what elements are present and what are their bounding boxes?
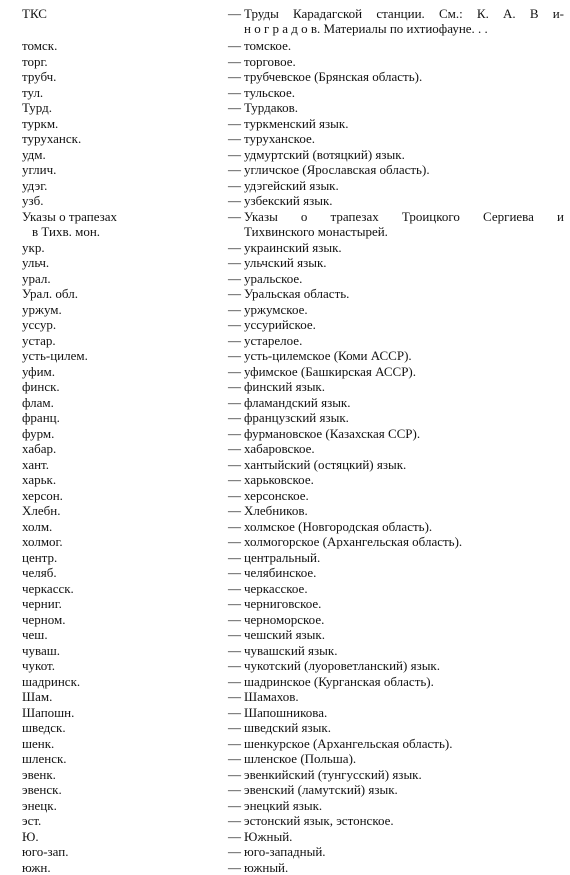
dash-separator: — [228, 720, 241, 735]
abbreviation-expansion-line: Шапошникова. [244, 704, 328, 720]
abbreviation-expansion [228, 147, 564, 162]
abbreviation-term-line: чеш. [22, 627, 48, 642]
abbreviation-term [22, 193, 212, 208]
abbreviation-term-line: урал. [22, 270, 51, 286]
abbreviation-term-line: эвенск. [22, 782, 62, 797]
abbreviation-expansion [228, 69, 564, 84]
abbreviation-expansion-line: эстонский язык, эстонское. [244, 813, 394, 828]
abbreviation-expansion [228, 751, 564, 766]
abbreviation-expansion [228, 627, 564, 642]
abbreviation-term-line: челяб. [22, 565, 57, 580]
abbreviation-expansion-line: южный. [244, 859, 289, 875]
abbreviation-term [22, 798, 212, 813]
abbreviation-term [22, 54, 212, 69]
abbreviation-expansion-line: уржумское. [244, 301, 308, 317]
abbreviation-term [22, 100, 212, 115]
abbreviation-expansion [228, 240, 564, 255]
abbreviation-expansion [228, 457, 564, 472]
abbreviation-term-line: шленск. [22, 751, 67, 766]
dash-separator: — [228, 735, 241, 751]
abbreviation-term [22, 209, 212, 239]
abbreviation-expansion-line: шведский язык. [244, 720, 331, 735]
abbreviation-term-line: шадринск. [22, 673, 81, 689]
abbreviation-term-line: Хлебн. [22, 503, 61, 518]
abbreviation-expansion-line: туруханское. [244, 131, 315, 147]
abbreviation-expansion-line: юго-западный. [244, 844, 326, 859]
abbreviation-term [22, 829, 212, 844]
abbreviation-expansion-line: туркменский язык. [244, 115, 349, 131]
dash-separator: — [228, 379, 241, 394]
abbreviation-term [22, 457, 212, 472]
abbreviation-term [22, 767, 212, 782]
dash-separator: — [228, 751, 241, 766]
dash-separator: — [228, 611, 241, 627]
abbreviation-expansion-line: узбекский язык. [244, 193, 333, 209]
abbreviation-term [22, 178, 212, 193]
abbreviation-term [22, 612, 212, 627]
abbreviation-term [22, 379, 212, 394]
abbreviation-term [22, 426, 212, 441]
abbreviation-expansion [228, 612, 564, 627]
dash-separator: — [228, 487, 241, 503]
abbreviation-term [22, 302, 212, 317]
dash-separator: — [228, 580, 241, 596]
abbreviation-expansion [228, 581, 564, 596]
abbreviation-expansion [228, 38, 564, 53]
abbreviation-expansion [228, 767, 564, 782]
abbreviation-expansion [228, 379, 564, 394]
abbreviation-term [22, 550, 212, 565]
abbreviation-expansion-line: удэгейский язык. [244, 177, 339, 193]
abbreviation-expansion [228, 472, 564, 487]
abbreviation-expansion [228, 410, 564, 425]
abbreviation-expansion-line: черниговское. [244, 596, 322, 611]
dash-separator: — [228, 38, 241, 54]
abbreviation-expansion [228, 720, 564, 735]
abbreviation-expansion-line: шадринское (Курганская область). [244, 673, 434, 689]
abbreviation-term [22, 6, 212, 21]
abbreviation-expansion [228, 441, 564, 456]
abbreviation-term [22, 720, 212, 735]
abbreviation-term [22, 364, 212, 379]
abbreviation-term [22, 844, 212, 859]
abbreviation-term [22, 348, 212, 363]
abbreviation-term [22, 116, 212, 131]
dash-separator: — [228, 162, 241, 178]
dash-separator: — [228, 766, 241, 782]
abbreviation-term [22, 147, 212, 162]
abbreviation-term [22, 69, 212, 84]
abbreviation-term-line: холмог. [22, 534, 63, 549]
abbreviation-expansion-line: черкасское. [244, 580, 308, 596]
abbreviation-term-line: уржум. [22, 301, 62, 317]
abbreviation-term [22, 751, 212, 766]
abbreviation-term-line: харьк. [22, 472, 57, 487]
abbreviation-expansion [228, 674, 564, 689]
abbreviation-expansion [228, 286, 564, 301]
abbreviation-term [22, 410, 212, 425]
abbreviation-expansion-line: холмогорское (Архангельская область). [244, 534, 463, 549]
abbreviation-expansion [228, 844, 564, 859]
abbreviation-expansion [228, 255, 564, 270]
dash-separator: — [228, 518, 241, 534]
abbreviation-expansion [228, 178, 564, 193]
abbreviation-term-line: шведск. [22, 720, 66, 735]
abbreviation-term [22, 596, 212, 611]
dash-separator: — [228, 828, 241, 844]
abbreviation-term-line: трубч. [22, 69, 57, 85]
abbreviation-expansion [228, 550, 564, 565]
abbreviation-term [22, 674, 212, 689]
dash-separator: — [228, 394, 241, 410]
abbreviation-term-line: хант. [22, 456, 50, 472]
abbreviation-expansion [228, 736, 564, 751]
dash-separator: — [228, 363, 241, 379]
abbreviation-expansion-line: н о г р а д о в. Материалы по ихтиофауне. . . [244, 21, 488, 36]
abbreviation-term-line: хабар. [22, 441, 57, 456]
dash-separator: — [228, 844, 241, 859]
abbreviation-expansion-line: шенкурское (Архангельская область). [244, 735, 453, 751]
abbreviation-term-line: в Тихв. мон. [32, 223, 101, 239]
abbreviation-expansion [228, 302, 564, 317]
dash-separator: — [228, 270, 241, 286]
abbreviation-expansion-line: усть-цилемское (Коми АССР). [244, 348, 412, 363]
abbreviation-expansion [228, 829, 564, 844]
abbreviation-term [22, 441, 212, 456]
abbreviation-expansion [228, 689, 564, 704]
abbreviation-expansion [228, 348, 564, 363]
dash-separator: — [228, 84, 241, 100]
abbreviation-term-line: Шапошн. [22, 704, 75, 720]
abbreviation-expansion-line: фурмановское (Казахская ССР). [244, 425, 421, 441]
abbreviation-term-line: черниг. [22, 596, 62, 611]
abbreviation-expansion [228, 100, 564, 115]
abbreviation-term-line: туруханск. [22, 131, 82, 147]
dash-separator: — [228, 348, 241, 363]
abbreviation-term [22, 519, 212, 534]
abbreviation-term [22, 860, 212, 875]
abbreviation-expansion-line: французский язык. [244, 410, 349, 425]
abbreviation-expansion-line: херсонское. [244, 487, 309, 503]
abbreviation-term-line: франц. [22, 410, 60, 425]
dash-separator: — [228, 797, 241, 813]
abbreviation-term-line: Шам. [22, 689, 53, 704]
abbreviation-expansion-line: эвенкийский (тунгусский) язык. [244, 766, 422, 782]
abbreviation-term [22, 782, 212, 797]
abbreviation-expansion-line: украинский язык. [244, 239, 342, 255]
abbreviation-expansion-line: трубчевское (Брянская область). [244, 69, 423, 85]
abbreviation-term-line: херсон. [22, 487, 63, 503]
dash-separator: — [228, 704, 241, 720]
abbreviation-term-line: южн. [22, 859, 51, 875]
dash-separator: — [228, 534, 241, 549]
abbreviation-term [22, 534, 212, 549]
abbreviation-expansion-line: уфимское (Башкирская АССР). [244, 363, 417, 379]
dash-separator: — [228, 100, 241, 116]
abbreviation-term-line: шенк. [22, 735, 55, 751]
abbreviation-term-line: укр. [22, 239, 45, 255]
abbreviation-term-line: удэг. [22, 177, 48, 193]
abbreviation-expansion [228, 488, 564, 503]
abbreviation-term [22, 581, 212, 596]
abbreviation-expansion [228, 54, 564, 69]
abbreviation-expansion-line: Шамахов. [244, 689, 299, 704]
abbreviation-term-line: Указы о трапезах [22, 208, 118, 224]
abbreviation-term [22, 658, 212, 673]
abbreviation-term-line: юго-зап. [22, 844, 69, 859]
abbreviation-term-line: углич. [22, 162, 57, 178]
abbreviation-expansion [228, 131, 564, 146]
abbreviation-term-line: усть-цилем. [22, 348, 88, 363]
dash-separator: — [228, 425, 241, 441]
abbreviation-term-line: чуваш. [22, 642, 61, 658]
abbreviation-expansion-line: хантыйский (остяцкий) язык. [244, 456, 407, 472]
abbreviation-expansion-line: тульское. [244, 84, 295, 100]
dash-separator: — [228, 441, 241, 456]
abbreviation-expansion-line: уссурийское. [244, 317, 316, 332]
dash-separator: — [228, 565, 241, 580]
abbreviation-term-line: ТКС [22, 6, 47, 21]
dash-separator: — [228, 286, 241, 301]
abbreviation-term-line: холм. [22, 518, 53, 534]
abbreviation-term-line: центр. [22, 549, 58, 565]
dash-separator: — [228, 859, 241, 875]
abbreviation-expansion-line: Тихвинского монастырей. [244, 223, 388, 239]
abbreviation-term [22, 85, 212, 100]
abbreviation-term-line: финск. [22, 379, 60, 394]
dash-separator: — [228, 627, 241, 642]
dash-separator: — [228, 317, 241, 332]
abbreviation-expansion-line: энецкий язык. [244, 797, 323, 813]
abbreviation-term [22, 255, 212, 270]
dash-separator: — [228, 69, 241, 85]
dash-separator: — [228, 193, 241, 209]
abbreviation-term [22, 689, 212, 704]
abbreviation-expansion-line: угличское (Ярославская область). [244, 162, 430, 178]
abbreviation-expansion-line: торговое. [244, 53, 296, 69]
abbreviation-expansion-line: Труды Карадагской станции. См.: К. А. В и- [244, 6, 564, 21]
abbreviation-expansion [228, 85, 564, 100]
abbreviation-expansion [228, 333, 564, 348]
dash-separator: — [228, 689, 241, 704]
abbreviation-expansion [228, 643, 564, 658]
abbreviation-term [22, 333, 212, 348]
abbreviation-expansion [228, 364, 564, 379]
abbreviation-expansion [228, 162, 564, 177]
abbreviation-expansion-line: эвенский (ламутский) язык. [244, 782, 398, 797]
abbreviation-term-line: Ю. [22, 828, 39, 844]
dash-separator: — [228, 131, 241, 147]
dash-separator: — [228, 549, 241, 565]
dash-separator: — [228, 813, 241, 828]
abbreviation-term [22, 240, 212, 255]
abbreviation-expansion-line: Турдаков. [244, 100, 299, 116]
abbreviation-term-line: Турд. [22, 100, 52, 116]
abbreviation-expansion [228, 565, 564, 580]
abbreviation-expansion-line: ульчский язык. [244, 255, 327, 270]
abbreviation-term-line: флам. [22, 394, 54, 410]
dash-separator: — [228, 782, 241, 797]
abbreviation-term [22, 286, 212, 301]
abbreviation-term [22, 643, 212, 658]
abbreviation-term-line: туркм. [22, 115, 59, 131]
dash-separator: — [228, 503, 241, 518]
abbreviation-expansion [228, 395, 564, 410]
dash-separator: — [228, 673, 241, 689]
abbreviation-expansion [228, 426, 564, 441]
abbreviation-expansion [228, 519, 564, 534]
abbreviation-term-line: чукот. [22, 658, 55, 673]
abbreviation-term [22, 271, 212, 286]
abbreviation-expansion [228, 782, 564, 797]
abbreviation-expansion [228, 534, 564, 549]
dash-separator: — [228, 332, 241, 348]
abbreviation-term-line: томск. [22, 38, 58, 54]
abbreviation-term [22, 38, 212, 53]
dash-separator: — [228, 6, 241, 21]
abbreviation-expansion [228, 596, 564, 611]
abbreviation-term-line: энецк. [22, 797, 57, 813]
abbreviation-expansion [228, 705, 564, 720]
abbreviation-expansion-line: уральское. [244, 270, 303, 286]
abbreviation-expansion [228, 860, 564, 875]
abbreviation-term-line: удм. [22, 146, 46, 162]
abbreviation-term-line: эст. [22, 813, 42, 828]
abbreviation-term [22, 317, 212, 332]
abbreviation-expansion-line: Указы о трапезах Троицкого Сергиева и [244, 208, 564, 224]
abbreviation-expansion-line: чукотский (луороветланский) язык. [244, 658, 441, 673]
abbreviation-term-line: уфим. [22, 363, 56, 379]
abbreviation-expansion-line: Южный. [244, 828, 293, 844]
dash-separator: — [228, 472, 241, 487]
abbreviation-expansion-line: Хлебников. [244, 503, 308, 518]
abbreviation-expansion-line: удмуртский (вотяцкий) язык. [244, 146, 405, 162]
abbreviation-term-line: черном. [22, 611, 66, 627]
dash-separator: — [228, 642, 241, 658]
abbreviation-expansion-line: устарелое. [244, 332, 303, 348]
dash-separator: — [228, 115, 241, 131]
abbreviation-term-line: ульч. [22, 255, 50, 270]
abbreviation-term-line: уссур. [22, 317, 57, 332]
abbreviation-expansion-line: центральный. [244, 549, 321, 565]
abbreviation-expansion [228, 317, 564, 332]
dash-separator: — [228, 208, 241, 224]
dash-separator: — [228, 456, 241, 472]
abbreviation-expansion-line: черноморское. [244, 611, 325, 627]
abbreviation-expansion [228, 798, 564, 813]
abbreviation-expansion [228, 6, 564, 36]
abbreviation-term-line: эвенк. [22, 766, 56, 782]
abbreviation-expansion-line: фламандский язык. [244, 394, 351, 410]
abbreviation-term-line: черкасск. [22, 580, 74, 596]
dash-separator: — [228, 146, 241, 162]
abbreviation-term-line: устар. [22, 332, 56, 348]
abbreviation-term-line: тул. [22, 84, 44, 100]
abbreviation-expansion-line: томское. [244, 38, 292, 54]
abbreviation-expansion-line: хабаровское. [244, 441, 315, 456]
abbreviation-term [22, 131, 212, 146]
abbreviation-term [22, 736, 212, 751]
abbreviation-expansion-line: финский язык. [244, 379, 326, 394]
abbreviation-expansion [228, 116, 564, 131]
abbreviation-term [22, 488, 212, 503]
abbreviation-term [22, 705, 212, 720]
dash-separator: — [228, 301, 241, 317]
dash-separator: — [228, 410, 241, 425]
abbreviation-expansion-line: шленское (Польша). [244, 751, 357, 766]
abbreviation-term [22, 565, 212, 580]
abbreviation-term-line: узб. [22, 193, 44, 209]
abbreviation-expansion-line: харьковское. [244, 472, 314, 487]
abbreviation-expansion-line: чувашский язык. [244, 642, 338, 658]
abbreviation-term-line: фурм. [22, 425, 55, 441]
abbreviation-expansion [228, 209, 564, 239]
abbreviation-term [22, 503, 212, 518]
abbreviation-term-line: Урал. обл. [22, 286, 78, 301]
abbreviation-expansion-line: Уральская область. [244, 286, 350, 301]
dash-separator: — [228, 596, 241, 611]
abbreviation-expansion [228, 271, 564, 286]
dash-separator: — [228, 53, 241, 69]
abbreviation-expansion [228, 193, 564, 208]
dash-separator: — [228, 658, 241, 673]
abbreviation-expansion-line: холмское (Новгородская область). [244, 518, 433, 534]
dash-separator: — [228, 239, 241, 255]
abbreviation-term-line: торг. [22, 53, 48, 69]
abbreviation-term [22, 162, 212, 177]
abbreviation-expansion [228, 658, 564, 673]
abbreviation-expansion-line: чешский язык. [244, 627, 325, 642]
abbreviation-term [22, 395, 212, 410]
abbreviation-expansion [228, 503, 564, 518]
abbreviation-term [22, 472, 212, 487]
abbreviation-term [22, 627, 212, 642]
dash-separator: — [228, 177, 241, 193]
abbreviation-expansion-line: челябинское. [244, 565, 317, 580]
dash-separator: — [228, 255, 241, 270]
